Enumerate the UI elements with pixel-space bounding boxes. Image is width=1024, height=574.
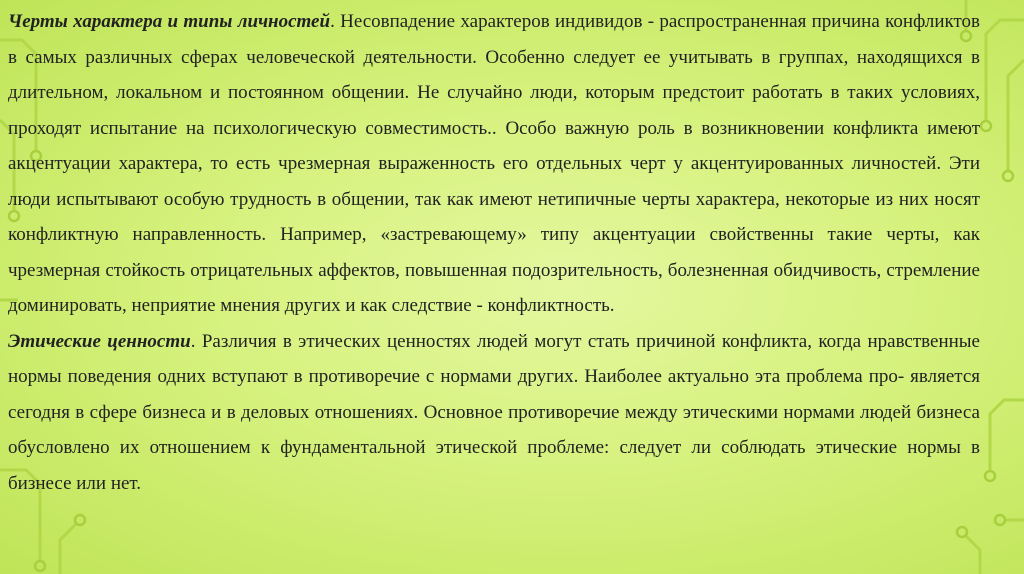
term-ethical-values: Этические ценности xyxy=(8,330,191,352)
paragraph-2-text: . Различия в этических ценностях людей могут стать причиной конфликта, когда нравственные нормы поведения одних вступают в противоречие с нормами других. Наиболее актуально эта проблема про- является сегодня в сфере бизнеса и в деловых отношениях. Основное противоречие между этическими нормами людей бизнеса обусловлено их отношением к фундаментальной этической проблеме: следует ли соблюдать этические нормы в бизнесе или нет. xyxy=(8,330,980,494)
term-character-traits: Черты характера и типы личностей xyxy=(8,11,331,32)
paragraph-ethical-values xyxy=(8,324,980,502)
paragraph-character-traits xyxy=(8,4,980,324)
slide-body xyxy=(8,4,980,501)
paragraph-1-text: . Несовпадение характеров индивидов - распространенная причина конфликтов в самых различных сферах человеческой деятельности. Особенно следует ее учитывать в группах, находящихся в длительном, локальном и постоянном общении. Не случайно люди, которым предстоит работать в таких условиях, проходят испытание на психологическую совместимость.. Особо важную роль в возникновении конфликта имеют акцентуации характера, то есть чрезмерная выраженность его отдельных черт у акцентуированных личностей. Эти люди испытывают особую трудность в общении, так как имеют нетипичные черты характера, некоторые из них носят конфликтную направленность. Например, «застревающему» типу акцентуации свойственны такие черты, как чрезмерная стойкость отрицательных аффектов, повышенная подозрительность, болезненная обидчивость, стремление доминировать, неприятие мнения других и как следствие - конфликтность. xyxy=(8,11,980,316)
